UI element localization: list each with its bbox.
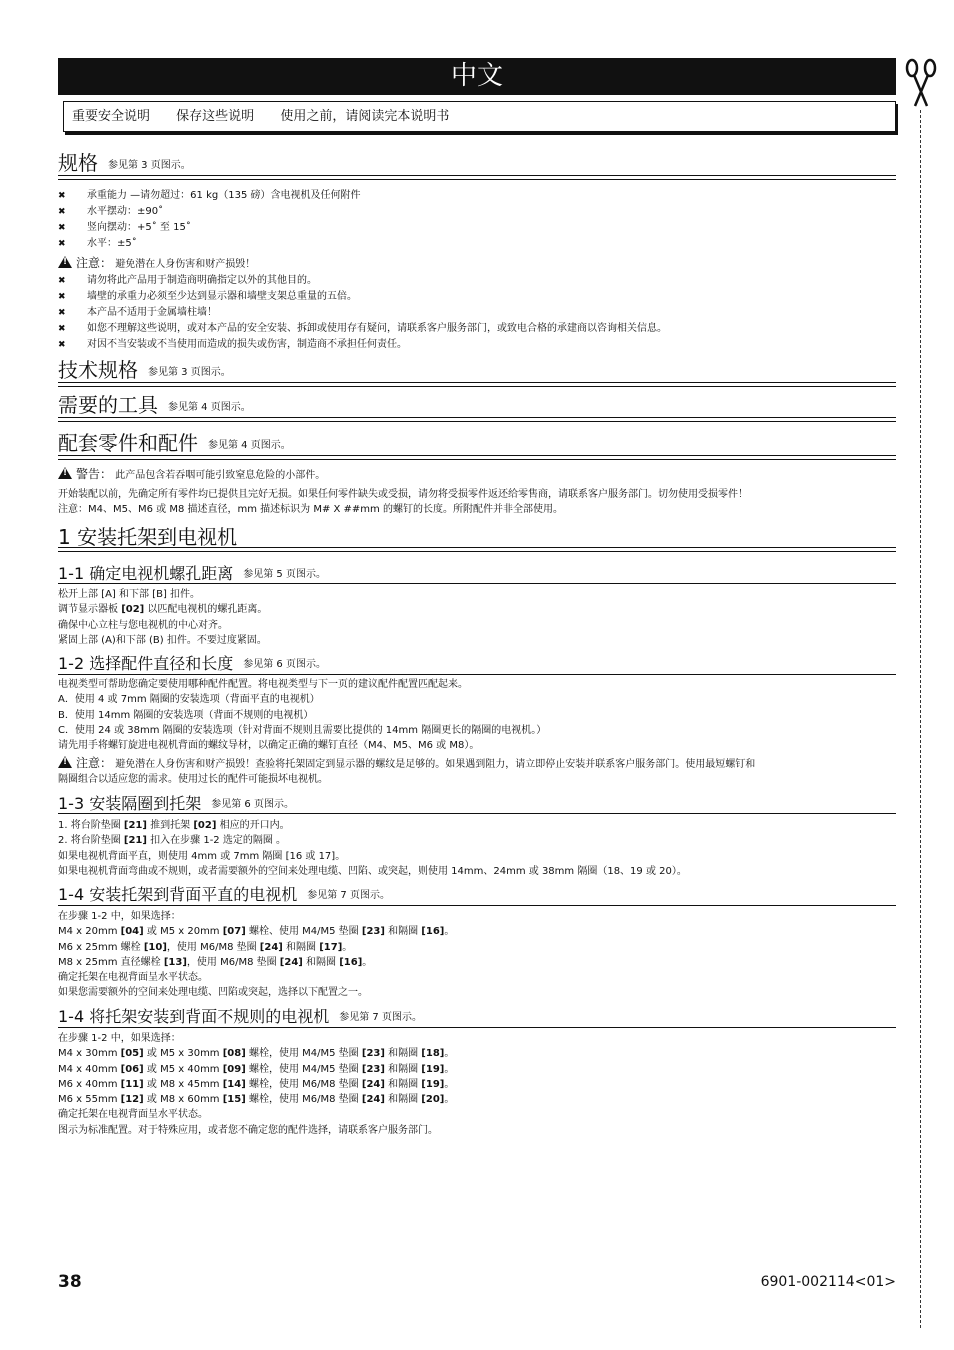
warning-icon [58, 256, 72, 268]
list-item: ✖ 对因不当安装或不当使用而造成的损失或伤害，制造商不承担任何责任。 [58, 339, 407, 350]
hardware-row: M6 x 55mm [12] 或 M8 x 60mm [15] 螺栓，使用 M6/M8 垫圈 [24] 和隔圈 [20]。 [58, 1094, 455, 1106]
divider [58, 813, 896, 814]
page-number: 38 [58, 1272, 82, 1292]
hardware-row: M8 x 25mm 直径螺栓 [13]，使用 M6/M8 垫圈 [24] 和隔圈 [16]。 [58, 956, 373, 968]
divider [58, 175, 896, 180]
list-item: ✖ 本产品不适用于金属墙柱墙！ [58, 307, 217, 318]
divider [58, 455, 896, 460]
hardware-row: M6 x 25mm 螺栓 [10]，使用 M6/M8 垫圈 [24] 和隔圈 [17]。 [58, 941, 353, 953]
divider [58, 547, 896, 552]
section-1-1-heading: 1-1 确定电视机螺孔距离 参见第 5 页图示。 [58, 564, 326, 583]
section-1-4-flat-text: 在步骤 1-2 中，如果选择： M4 x 20mm [04] 或 M5 x 20mm [07] 螺栓、使用 M4/M5 垫圈 [23] 和隔圈 [16]。 M6 x 25mm 螺栓 [10]，使用 M6/M8 垫圈 [24] 和隔圈 [17]。 M8 x 25mm 直径螺栓 [13]，使用 M6/M8 垫圈 [24] 和隔圈 [16]。 确定托架在电视背面呈水平状态。 如果您需要额外的空间来处理电缆、凹陷或突起，选择以下配置之一。 [58, 911, 455, 999]
hardware-row: M4 x 30mm [05] 或 M5 x 30mm [08] 螺栓，使用 M4/M5 垫圈 [23] 和隔圈 [18]。 [58, 1048, 455, 1060]
parts-text: 开始装配以前，先确定所有零件均已提供且完好无损。如果任何零件缺失或受损，请勿将受损零件返还给零售商，请联系客户服务部门。切勿使用受损零件！ 注意：M4、M5、M6 或 M8 描述直径，mm 描述标识为 M# X ##mm 的螺钉的长度。所附配件并非全部使用。 [58, 489, 748, 516]
tools-heading: 需要的工具 参见第 4 页图示。 [58, 393, 251, 417]
section-1-1-text: 松开上部 [A] 和下部 [B] 扣件。 调节显示器板 [02] 以匹配电视机的螺孔距离。 确保中心立柱与您电视机的中心对齐。 紧固上部 (A)和下部 (B) 扣件。不要过度紧固。 [58, 589, 268, 646]
list-item: ✖ 水平摆动：±90˚ [58, 206, 164, 217]
divider [58, 417, 896, 422]
warning-icon [58, 467, 72, 479]
scissors-icon [905, 58, 937, 108]
list-item: ✖ 如您不理解这些说明，或对本产品的安全安装、拆卸或使用存有疑问，请联系客户服务部门，或致电合格的承建商以咨询相关信息。 [58, 323, 667, 334]
spec-ref: 参见第 3 页图示。 [108, 160, 191, 171]
spec-list [58, 188, 361, 252]
safety-item: 使用之前，请阅读完本说明书 [280, 109, 450, 124]
section-1-heading: 1 安装托架到电视机 [58, 525, 238, 549]
document-code: 6901-002114<01> [760, 1274, 896, 1290]
divider [58, 905, 896, 906]
parts-warning: !警告： 此产品包含若吞咽可能引致窒息危险的小部件。 [58, 467, 325, 483]
safety-item: 重要安全说明 [72, 109, 151, 124]
divider [58, 382, 896, 387]
spec-heading: 规格 参见第 3 页图示。 [58, 151, 191, 175]
section-1-2-caution: !注意： 避免潜在人身伤害和财产损毁！查验将托架固定到显示器的螺纹是足够的。如果遇到阻力，请立即停止安装并联系客户服务部门。使用最短螺钉和 隔圈组合以适应您的需求。使用过长的配件可能损坏电视机。 [58, 756, 755, 787]
spec-caution: !注意： 避免潜在人身伤害和财产损毁！ [58, 256, 255, 272]
list-item: ✖ 墙壁的承重力必须至少达到显示器和墙壁支架总重量的五倍。 [58, 291, 357, 302]
page-title: 中文 [58, 58, 896, 95]
safety-box [63, 101, 896, 132]
section-1-2-heading: 1-2 选择配件直径和长度 参见第 6 页图示。 [58, 654, 326, 673]
divider [58, 1027, 896, 1028]
caution-list [58, 273, 667, 353]
hardware-row: M4 x 40mm [06] 或 M5 x 40mm [09] 螺栓，使用 M4/M5 垫圈 [23] 和隔圈 [19]。 [58, 1063, 455, 1075]
divider [58, 583, 896, 584]
list-item: ✖ 水平：±5˚ [58, 238, 137, 249]
cut-line [920, 110, 921, 1328]
section-1-4-irregular-text: 在步骤 1-2 中，如果选择： M4 x 30mm [05] 或 M5 x 30mm [08] 螺栓，使用 M4/M5 垫圈 [23] 和隔圈 [18]。 M4 x 40mm [06] 或 M5 x 40mm [09] 螺栓，使用 M4/M5 垫圈 [23] 和隔圈 [19]。 M6 x 40mm [11] 或 M8 x 45mm [14] 螺栓，使用 M6/M8 垫圈 [24] 和隔圈 [19]。 M6 x 55mm [12] 或 M8 x 60mm [15] 螺栓，使用 M6/M8 垫圈 [24] 和隔圈 [20]。 确定托架在电视背面呈水平状态。 图示为标准配置。对于特殊应用，或者您不确定您的配件选择，请联系客户服务部门。 [58, 1033, 455, 1136]
section-1-3-text: 1. 将台阶垫圈 [21] 推到托架 [02] 相应的开口内。 2. 将台阶垫圈 [21] 扣入在步骤 1-2 选定的隔圈 。 如果电视机背面平直，则使用 4mm 或 7mm 隔圈 [16 或 17]。 如果电视机背面弯曲或不规则，或者需要额外的空间来处理电缆、凹陷、或突起，则使用 14mm、24mm 或 38mm 隔圈（18、19 或 20）。 [58, 820, 687, 877]
section-1-2-text: 电视类型可帮助您确定要使用哪种配件配置。将电视类型与下一页的建议配件配置匹配起来。 A．使用 4 或 7mm 隔圈的安装选项（背面平直的电视机） B．使用 14mm 隔圈的安装选项（背面不规则的电视机） C．使用 24 或 38mm 隔圈的安装选项（针对背面不规则且需要比提供的 14mm 隔圈更长的隔圈的电视机。） 请先用手将螺钉旋进电视机背面的螺纹导材，以确定正确的螺钉直径（M4、M5、M6 或 M8）。 [58, 679, 547, 752]
section-1-4-irregular-heading: 1-4 将托架安装到背面不规则的电视机 参见第 7 页图示。 [58, 1007, 422, 1026]
section-1-4-flat-heading: 1-4 安装托架到背面平直的电视机 参见第 7 页图示。 [58, 885, 390, 904]
section-1-3-heading: 1-3 安装隔圈到托架 参见第 6 页图示。 [58, 794, 294, 813]
hardware-row: M6 x 40mm [11] 或 M8 x 45mm [14] 螺栓，使用 M6/M8 垫圈 [24] 和隔圈 [19]。 [58, 1078, 455, 1090]
list-item: ✖ 竖向摆动：+5˚ 至 15˚ [58, 222, 191, 233]
divider [58, 674, 896, 675]
hardware-row: M4 x 20mm [04] 或 M5 x 20mm [07] 螺栓、使用 M4/M5 垫圈 [23] 和隔圈 [16]。 [58, 926, 455, 938]
list-item: ✖ 承重能力 —请勿超过：61 kg（135 磅）含电视机及任何附件 [58, 190, 361, 201]
warning-icon [58, 756, 72, 768]
parts-heading: 配套零件和配件 参见第 4 页图示。 [58, 431, 291, 455]
list-item: ✖ 请勿将此产品用于制造商明确指定以外的其他目的。 [58, 275, 317, 286]
safety-item: 保存这些说明 [176, 109, 255, 124]
tech-heading: 技术规格 参见第 3 页图示。 [58, 358, 231, 382]
